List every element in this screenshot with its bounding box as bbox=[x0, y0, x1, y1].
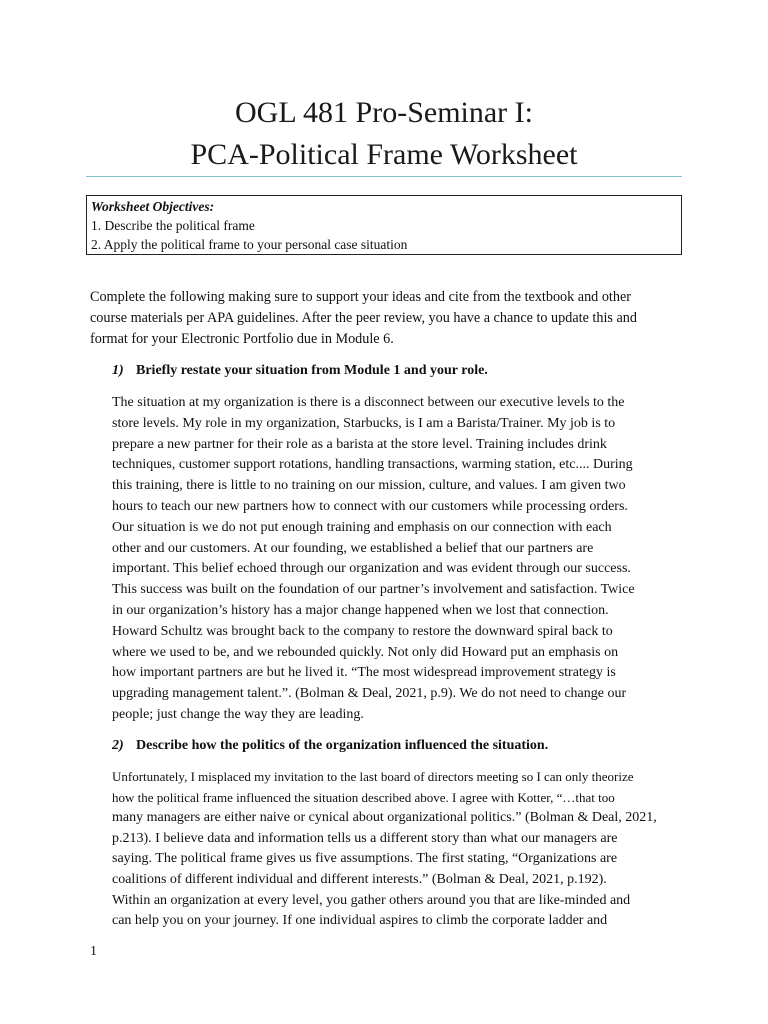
answer-line: techniques, customer support rotations, handling transactions, warming station, etc.... During bbox=[112, 457, 633, 473]
answer-line: saying. The political frame gives us five assumptions. The first stating, “Organizations are bbox=[112, 851, 618, 867]
answer-line: store levels. My role in my organization, Starbucks, is I am a Barista/Trainer. My job is to bbox=[112, 415, 616, 431]
answer-line: many managers are either naive or cynical about organizational politics.” (Bolman & Deal, 2021, bbox=[112, 810, 657, 826]
answer-1-paragraph bbox=[112, 393, 680, 726]
answer-line: Unfortunately, I misplaced my invitation to the last board of directors meeting so I can only theorize bbox=[112, 769, 634, 784]
instructions-line: format for your Electronic Portfolio due in Module 6. bbox=[90, 331, 394, 347]
answer-line: coalitions of different individual and different interests.” (Bolman & Deal, 2021, p.192). bbox=[112, 871, 607, 887]
answer-line: how the political frame influenced the situation described above. I agree with Kotter, “…that too bbox=[112, 789, 615, 805]
answer-line: Howard Schultz was brought back to the company to restore the downward spiral back to bbox=[112, 623, 613, 639]
answer-line: how important partners are but he lived it. “The most widespread improvement strategy is bbox=[112, 665, 616, 681]
instructions-line: course materials per APA guidelines. After the peer review, you have a chance to update this and bbox=[90, 310, 637, 326]
objectives-heading: Worksheet Objectives: bbox=[91, 199, 215, 214]
answer-line: other and our customers. At our founding, we established a belief that our partners are bbox=[112, 540, 594, 556]
answer-line: p.213). I believe data and information tells us a different story than what our managers are bbox=[112, 830, 618, 846]
answer-line: in our organization’s history has a major change happened when we lost that connection. bbox=[112, 602, 609, 618]
answer-line: prepare a new partner for their role as a barista at the store level. Training includes drink bbox=[112, 436, 607, 452]
answer-line: upgrading management talent.”. (Bolman & Deal, 2021, p.9). We do not need to change our bbox=[112, 686, 627, 702]
question-number: 2) bbox=[112, 738, 124, 753]
answer-line: Within an organization at every level, you gather others around you that are like-minded and bbox=[112, 892, 631, 908]
answer-line: This success was built on the foundation of our partner’s involvement and satisfaction. Twice bbox=[112, 582, 635, 598]
answer-line: people; just change the way they are leading. bbox=[112, 706, 364, 722]
answer-line: this training, there is little to no training on our mission, culture, and values. I am given two bbox=[112, 478, 626, 494]
page-number: 1 bbox=[90, 944, 97, 959]
instructions-line: Complete the following making sure to support your ideas and cite from the textbook and other bbox=[90, 289, 631, 305]
question-1-heading bbox=[112, 361, 488, 381]
document-title-line-1: OGL 481 Pro-Seminar I: bbox=[234, 96, 533, 129]
answer-line: can help you on your journey. If one individual aspires to climb the corporate ladder and bbox=[112, 913, 608, 929]
objectives-box bbox=[86, 195, 682, 255]
answer-2-paragraph bbox=[112, 767, 680, 932]
instructions-paragraph bbox=[90, 287, 680, 350]
answer-line: Our situation is we do not put enough training and emphasis on our connection with each bbox=[112, 519, 612, 535]
question-prompt: Describe how the politics of the organization influenced the situation. bbox=[136, 738, 549, 753]
answer-line: The situation at my organization is there is a disconnect between our executive levels to the bbox=[112, 395, 625, 410]
answer-line: where we used to be, and we rebounded quickly. Not only did Howard put an emphasis on bbox=[112, 644, 619, 660]
question-prompt: Briefly restate your situation from Module 1 and your role. bbox=[136, 363, 488, 378]
title-divider bbox=[86, 176, 682, 177]
question-number: 1) bbox=[112, 363, 124, 378]
objective-item: 2. Apply the political frame to your personal case situation bbox=[91, 237, 408, 252]
answer-line: hours to teach our new partners how to connect with our customers while processing orders. bbox=[112, 498, 628, 514]
question-2-heading bbox=[112, 736, 548, 756]
answer-line: important. This belief echoed through our organization and was evident through our success. bbox=[112, 561, 631, 577]
document-title-line-2: PCA-Political Frame Worksheet bbox=[190, 138, 578, 171]
objective-item: 1. Describe the political frame bbox=[91, 218, 255, 233]
